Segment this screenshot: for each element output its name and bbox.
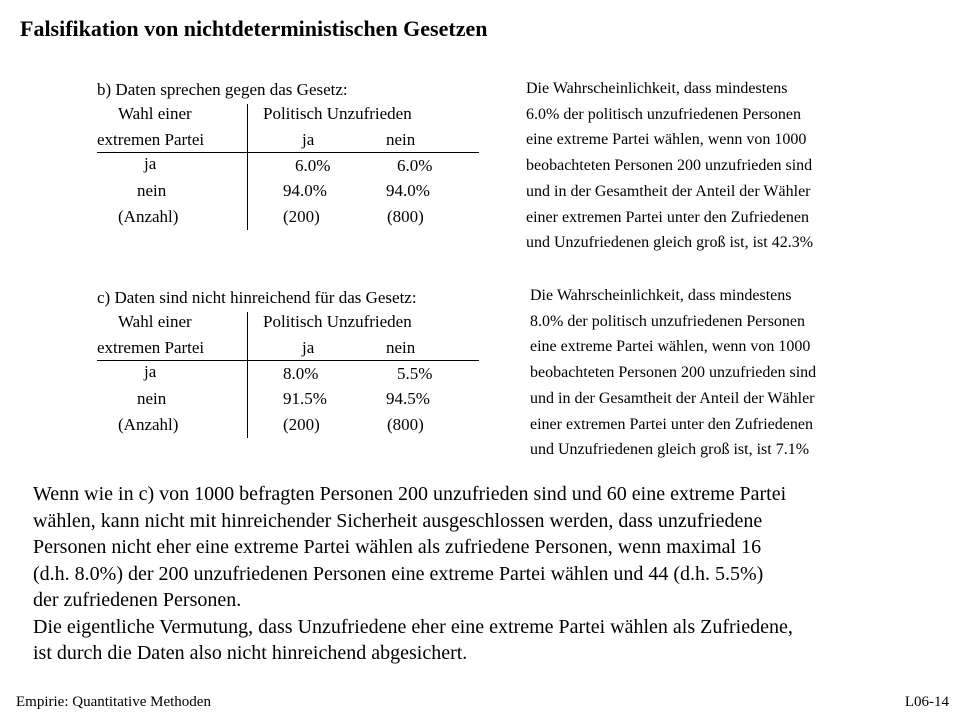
note-c-line: und Unzufriedenen gleich groß ist, ist 7.1% [530, 441, 810, 459]
table-c-row-anzahl-nein: (800) [387, 415, 424, 434]
footer-left: Empirie: Quantitative Methoden [16, 694, 211, 710]
table-b-col-nein: nein [386, 130, 416, 149]
table-b-row-nein-ja: 94.0% [283, 181, 327, 200]
table-b-row-nein-label: nein [137, 181, 167, 200]
table-c-row-nein-ja: 91.5% [283, 389, 327, 408]
table-b-row-ja-ja: 6.0% [295, 156, 331, 175]
note-b-line: und in der Gesamtheit der Anteil der Wähler [526, 182, 811, 200]
table-b-col-ja: ja [302, 130, 315, 149]
conclusion-line: Die eigentliche Vermutung, dass Unzufriedene eher eine extreme Partei wählen als Zufriedene, [33, 615, 793, 638]
table-b-col-header: Politisch Unzufrieden [263, 104, 412, 123]
table-c-row-header-2: extremen Partei [97, 338, 205, 357]
table-b-row-anzahl-ja: (200) [283, 207, 320, 226]
conclusion-line: Personen nicht eher eine extreme Partei wählen als zufriedene Personen, wenn maximal 16 [33, 536, 762, 558]
table-b-heading: b) Daten sprechen gegen das Gesetz: [97, 80, 348, 99]
note-b-line: und Unzufriedenen gleich groß ist, ist 42.3% [526, 234, 814, 252]
table-c-col-header: Politisch Unzufrieden [263, 312, 412, 331]
table-c-row-ja-label: ja [144, 362, 157, 381]
conclusion-text [33, 481, 793, 667]
table-c-row-ja-nein: 5.5% [397, 364, 433, 383]
table-c-row-anzahl-label: (Anzahl) [118, 415, 179, 434]
page-title: Falsifikation von nichtdeterministischen Gesetzen [20, 16, 488, 41]
conclusion-line: Wenn wie in c) von 1000 befragten Personen 200 unzufrieden sind und 60 eine extreme Partei [33, 483, 787, 505]
conclusion-line: wählen, kann nicht mit hinreichender Sicherheit ausgeschlossen werden, dass unzufriedene [33, 509, 763, 532]
table-b-row-anzahl-nein: (800) [387, 207, 424, 226]
note-b-line: beobachteten Personen 200 unzufrieden sind [526, 157, 813, 175]
conclusion-line: (d.h. 8.0%) der 200 unzufriedenen Personen eine extreme Partei wählen und 44 (d.h. 5.5%) [33, 562, 764, 585]
note-c-line: Die Wahrscheinlichkeit, dass mindestens [530, 287, 792, 304]
note-c-line: und in der Gesamtheit der Anteil der Wähler [530, 389, 815, 407]
note-b-line: Die Wahrscheinlichkeit, dass mindestens [526, 80, 788, 97]
conclusion-line: ist durch die Daten also nicht hinreichend abgesichert. [33, 642, 468, 664]
table-c-col-ja: ja [302, 338, 315, 357]
table-c-vertical-divider [247, 312, 248, 438]
footer-page-number: L06-14 [904, 694, 949, 710]
table-b-row-nein-nein: 94.0% [386, 181, 430, 200]
conclusion-line: der zufriedenen Personen. [33, 589, 242, 611]
note-c-line: beobachteten Personen 200 unzufrieden sind [530, 364, 817, 382]
table-b-row-header-1: Wahl einer [118, 104, 192, 123]
table-c-row-anzahl-ja: (200) [283, 415, 320, 434]
table-c-col-nein: nein [386, 338, 416, 357]
table-c-divider [97, 360, 479, 361]
table-b-row-header-2: extremen Partei [97, 130, 205, 149]
note-b [526, 76, 813, 256]
table-c-heading: c) Daten sind nicht hinreichend für das Gesetz: [97, 288, 417, 307]
table-b-row-ja-nein: 6.0% [397, 156, 433, 175]
table-c-row-nein-nein: 94.5% [386, 389, 430, 408]
note-b-line: einer extremen Partei unter den Zufriedenen [526, 208, 809, 226]
note-b-line: eine extreme Partei wählen, wenn von 1000 [526, 131, 807, 149]
table-c-row-nein-label: nein [137, 389, 167, 408]
table-c-row-ja-ja: 8.0% [283, 364, 319, 383]
table-b-row-ja-label: ja [144, 154, 157, 173]
note-c-line: einer extremen Partei unter den Zufriedenen [530, 415, 813, 433]
table-b-row-anzahl-label: (Anzahl) [118, 207, 179, 226]
note-c-line: eine extreme Partei wählen, wenn von 1000 [530, 338, 811, 356]
table-b-divider [97, 152, 479, 153]
table-b-vertical-divider [247, 104, 248, 230]
note-c [530, 283, 816, 463]
table-c-row-header-1: Wahl einer [118, 312, 192, 331]
note-b-line: 6.0% der politisch unzufriedenen Personen [526, 105, 802, 123]
note-c-line: 8.0% der politisch unzufriedenen Personen [530, 312, 806, 330]
